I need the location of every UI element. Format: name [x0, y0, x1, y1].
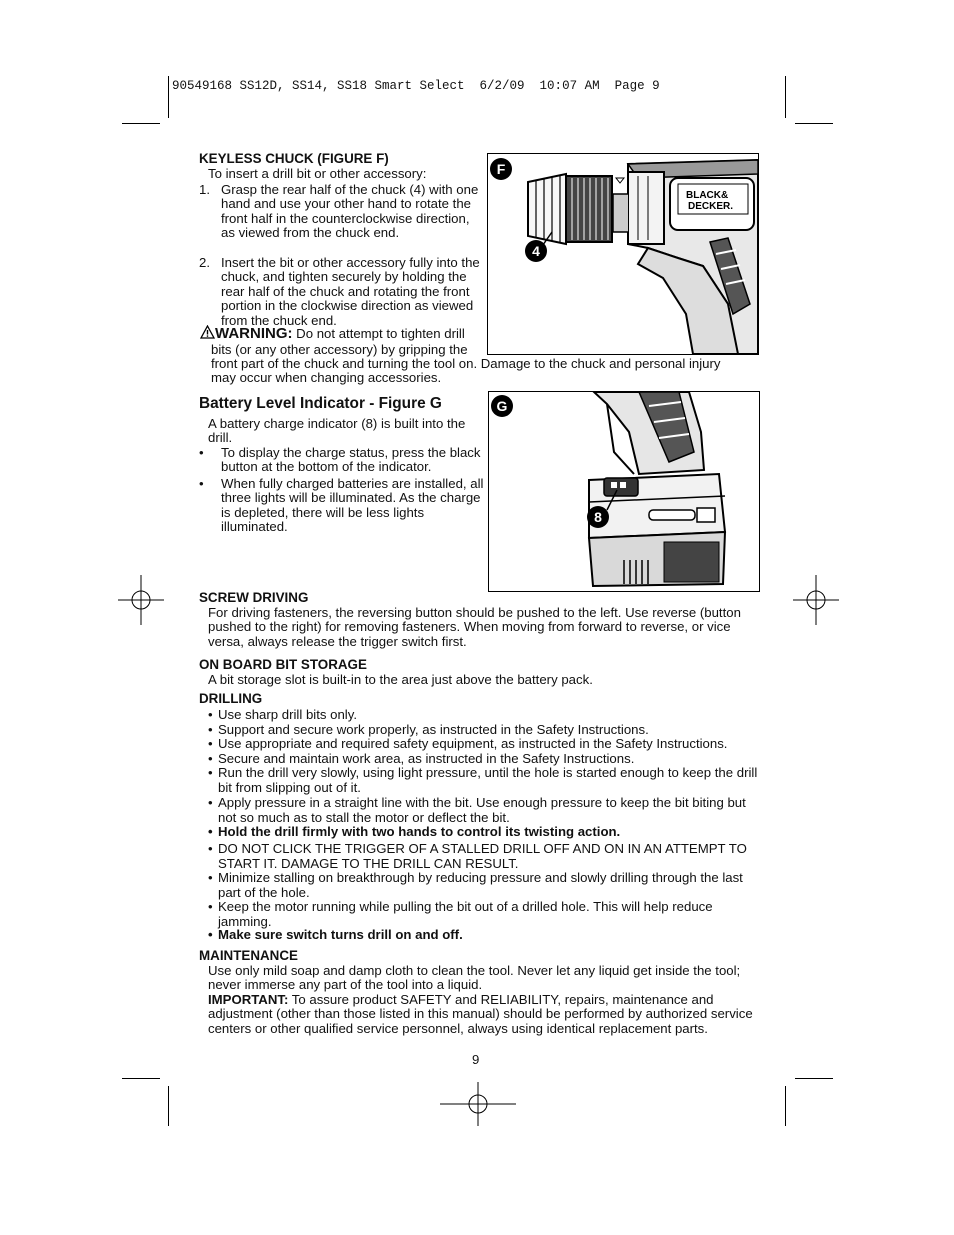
bit-storage-heading: ON BOARD BIT STORAGE	[199, 657, 367, 672]
screw-driving-text: For driving fasteners, the reversing button should be pushed to the left. Use reverse (button pushed to the right) for removing fasteners. When moving from forward to reverse, or vice versa, always release the trigger switch first.	[208, 605, 741, 649]
print-slug: 90549168 SS12D, SS14, SS18 Smart Select 6/2/09 10:07 AM Page 9	[172, 79, 660, 93]
warning-text-line3: front part of the chuck and turning the tool on. Damage to the chuck and personal injury	[211, 356, 721, 371]
keyless-chuck-heading: KEYLESS CHUCK (FIGURE F)	[199, 151, 389, 166]
drilling-bullet-2: • Support and secure work properly, as instructed in the Safety Instructions.	[208, 722, 649, 737]
battery-bullet-1: • To display the charge status, press the black button at the bottom of the indicator.	[199, 445, 481, 475]
keyless-step-2: 2. Insert the bit or other accessory fully into the chuck, and tighten securely by holding the rear half of the chuck and rotating the front portion in the clockwise direction as viewed from the chuck end.	[199, 255, 480, 328]
drilling-bullet-5: • Run the drill very slowly, using light pressure, until the hole is started enough to keep the drill bit from slipping out of it.	[208, 765, 758, 795]
page-number: 9	[472, 1052, 480, 1067]
warning-text-line1: Do not attempt to tighten drill	[296, 326, 465, 341]
battery-indicator-heading: Battery Level Indicator - Figure G	[199, 395, 442, 412]
drilling-bullet-8: • DO NOT CLICK THE TRIGGER OF A STALLED DRILL OFF AND ON IN AN ATTEMPT TO START IT. DAMAGE TO THE DRILL CAN RESULT.	[208, 841, 747, 871]
figure-f-label: F	[490, 158, 512, 180]
screw-driving-heading: SCREW DRIVING	[199, 590, 309, 605]
figure-g-label: G	[491, 395, 513, 417]
warning-triangle-icon	[200, 325, 215, 339]
warning-block	[200, 325, 490, 341]
important-text: To assure product SAFETY and RELIABILITY, repairs, maintenance and adjustment (other than those listed in this manual) should be performed by authorized service centers or other qualified service personnel, always using identical replacement parts.	[208, 992, 753, 1036]
drilling-bullet-1: • Use sharp drill bits only.	[208, 707, 358, 722]
maintenance-important	[208, 993, 760, 1036]
drilling-bullet-9: • Minimize stalling on breakthrough by reducing pressure and slowly drilling through the last part of the hole.	[208, 870, 743, 900]
brand-logo-line2: DECKER.	[688, 201, 734, 212]
figure-f-drill-chuck	[487, 153, 759, 355]
keyless-step-1: 1. Grasp the rear half of the chuck (4) with one hand and use your other hand to rotate the front half in the counterclockwise direction, as viewed from the chuck end.	[199, 182, 479, 241]
figure-g-battery-indicator	[488, 391, 760, 592]
battery-bullet-2: • When fully charged batteries are installed, all three lights will be illuminated. As the charge is depleted, there will be less lights illuminated.	[199, 476, 484, 535]
maintenance-heading: MAINTENANCE	[199, 948, 298, 963]
important-label: IMPORTANT:	[208, 992, 289, 1007]
drilling-bullet-3: • Use appropriate and required safety equipment, as instructed in the Safety Instructions.	[208, 736, 728, 751]
brand-logo-line1: BLACK&	[686, 190, 729, 201]
warning-text-line2: bits (or any other accessory) by gripping the	[211, 342, 468, 357]
maintenance-text: Use only mild soap and damp cloth to clean the tool. Never let any liquid get inside the tool; never immerse any part of the tool into a liquid.	[208, 963, 741, 993]
registration-mark-right	[793, 575, 839, 625]
callout-4-badge: 4	[525, 240, 547, 262]
drilling-bullet-10: • Keep the motor running while pulling the bit out of a drilled hole. This will help reduce jamming.	[208, 899, 713, 929]
callout-8-badge: 8	[587, 506, 609, 528]
battery-pack-illustration	[489, 392, 759, 591]
drilling-bullet-7: • Hold the drill firmly with two hands to control its twisting action.	[208, 824, 621, 839]
warning-label: WARNING:	[215, 325, 293, 342]
drilling-heading: DRILLING	[199, 691, 263, 706]
bit-storage-text: A bit storage slot is built-in to the area just above the battery pack.	[208, 672, 593, 687]
drilling-bullet-11: • Make sure switch turns drill on and off.	[208, 927, 463, 942]
warning-text-line4: may occur when changing accessories.	[211, 370, 442, 385]
battery-indicator-intro: A battery charge indicator (8) is built into the drill.	[208, 416, 466, 446]
registration-mark-left	[118, 575, 164, 625]
drilling-bullet-4: • Secure and maintain work area, as instructed in the Safety Instructions.	[208, 751, 635, 766]
keyless-chuck-intro: To insert a drill bit or other accessory:	[208, 166, 427, 181]
registration-mark-bottom	[440, 1082, 516, 1126]
drilling-bullet-6: • Apply pressure in a straight line with the bit. Use enough pressure to keep the bit biting but not so much as to stall the motor or deflect the bit.	[208, 795, 746, 825]
